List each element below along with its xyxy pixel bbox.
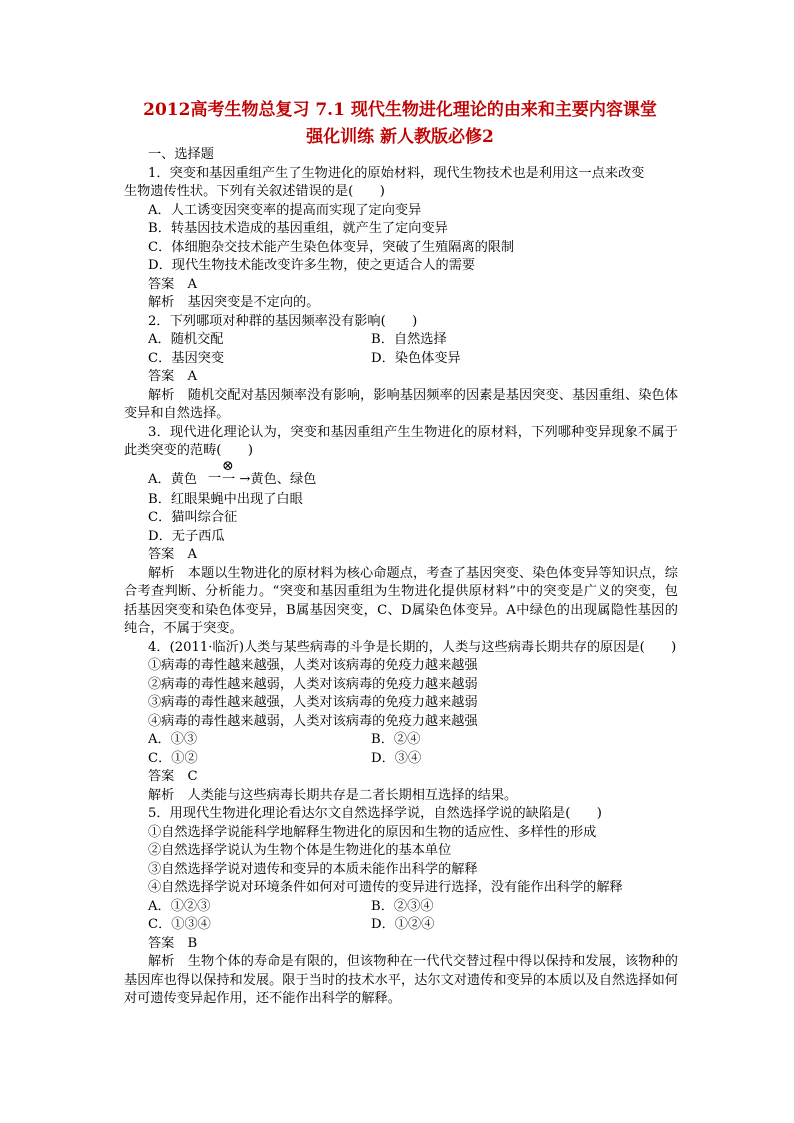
q3-stem: 3．现代进化理论认为，突变和基因重组产生生物进化的原材料，下列哪种变异现象不属于此类突变的范畴( ) xyxy=(124,424,678,458)
q4-statement-3: ③病毒的毒性越来越强，人类对该病毒的免疫力越来越弱 xyxy=(148,695,478,710)
q2-options-row-2 xyxy=(124,350,678,369)
q5-options-row-2 xyxy=(124,916,678,935)
q1-option-b: B．转基因技术造成的基因重组，就产生了定向变异 xyxy=(148,221,448,236)
q2-option-d: D．染色体变异 xyxy=(371,350,461,366)
q5-option-a: A．①②③ xyxy=(148,898,211,914)
document-body xyxy=(124,146,678,1009)
document-title xyxy=(100,97,700,151)
q1-option-a: A．人工诱变因突变率的提高而实现了定向变异 xyxy=(148,202,422,218)
q4-answer: 答案 C xyxy=(148,769,198,784)
q1-analysis: 解析 基因突变是不定向的。 xyxy=(148,295,320,310)
q2-option-c: C．基因突变 xyxy=(148,350,225,366)
title-line-1: 2012高考生物总复习 7.1 现代生物进化理论的由来和主要内容课堂 xyxy=(143,100,657,120)
q4-analysis: 解析 人类能与这些病毒长期共存是二者长期相互选择的结果。 xyxy=(148,787,518,803)
q5-option-b: B．②③④ xyxy=(371,898,434,914)
q4-statement-4: ④病毒的毒性越来越弱，人类对该病毒的免疫力越来越强 xyxy=(148,713,478,729)
q1-answer: 答案 A xyxy=(148,276,198,292)
q2-analysis: 解析 随机交配对基因频率没有影响，影响基因频率的因素是基因突变、基因重组、染色体变异和自然选择。 xyxy=(124,387,678,421)
q4-option-b: B．②④ xyxy=(371,732,421,747)
q3-option-a-label: A．黄色 xyxy=(148,471,198,487)
q5-statement-4: ④自然选择学说对环境条件如何对可遗传的变异进行选择，没有能作出科学的解释 xyxy=(148,880,623,895)
section-heading: 一、选择题 xyxy=(148,147,214,162)
q3-option-a xyxy=(124,457,678,491)
q1-option-c: C．体细胞杂交技术能产生染色体变异，突破了生殖隔离的限制 xyxy=(148,239,515,255)
q2-option-a: A．随机交配 xyxy=(148,332,224,347)
q2-options-row-1 xyxy=(124,331,678,350)
q2-stem: 2．下列哪项对种群的基因频率没有影响( ) xyxy=(148,313,418,329)
selfing-cross-icon: ⊗ xyxy=(222,457,234,474)
q5-statement-1: ①自然选择学说能科学地解释生物进化的原因和生物的适应性、多样性的形成 xyxy=(148,824,597,840)
q3-option-d: D．无子西瓜 xyxy=(148,528,225,544)
title-line-2: 强化训练 新人教版必修2 xyxy=(306,127,494,147)
q3-option-a-result: 一 →黄色、绿色 xyxy=(222,471,317,487)
q3-analysis: 解析 本题以生物进化的原材料为核心命题点，考查了基因突变、染色体变异等知识点，综合考查判断、分析能力。“突变和基因重组为生物进化提供原材料”中的突变是广义的突变，包括基因突变和染色体变异，B属基因突变，C、D属染色体变异。A中绿色的出现属隐性基因的纯合，不属于突变。 xyxy=(124,565,678,636)
q1-stem-line-1: 1．突变和基因重组产生了生物进化的原始材料，现代生物技术也是利用这一点来改变 xyxy=(148,165,645,181)
q4-statement-2: ②病毒的毒性越来越弱，人类对该病毒的免疫力越来越弱 xyxy=(148,676,478,692)
q4-option-a: A．①③ xyxy=(148,732,198,747)
q4-option-c: C．①② xyxy=(148,750,198,766)
q4-options-row-2 xyxy=(124,750,678,769)
q1-stem-line-2: 生物遗传性状。下列有关叙述错误的是( ) xyxy=(124,184,385,199)
q3-option-a-dash: 一 xyxy=(208,470,222,486)
q5-analysis: 解析 生物个体的寿命是有限的，但该物种在一代代交替过程中得以保持和发展，该物种的基因库也得以保持和发展。限于当时的技术水平，达尔文对遗传和变异的本质以及自然选择如何对可遗传变异起作用，还不能作出科学的解释。 xyxy=(124,954,678,1006)
q2-answer: 答案 A xyxy=(148,369,198,384)
q4-statement-1: ①病毒的毒性越来越强，人类对该病毒的免疫力越来越强 xyxy=(148,658,478,673)
q5-options-row-1 xyxy=(124,898,678,917)
q5-statement-2: ②自然选择学说认为生物个体是生物进化的基本单位 xyxy=(148,843,452,858)
q4-option-d: D．③④ xyxy=(371,750,422,766)
q3-answer: 答案 A xyxy=(148,547,198,562)
q2-option-b: B．自然选择 xyxy=(371,332,447,347)
q3-option-b: B．红眼果蝇中出现了白眼 xyxy=(148,491,303,507)
q3-option-c: C．猫叫综合征 xyxy=(148,510,238,525)
q5-stem: 5．用现代生物进化理论看达尔文自然选择学说，自然选择学说的缺陷是( ) xyxy=(148,806,602,821)
q1-option-d: D．现代生物技术能改变许多生物，使之更适合人的需要 xyxy=(148,258,476,273)
q4-stem: 4．(2011·临沂)人类与某些病毒的斗争是长期的，人类与这些病毒长期共存的原因是( ) xyxy=(148,639,677,655)
q5-answer: 答案 B xyxy=(148,935,198,951)
q5-option-d: D．①②④ xyxy=(371,917,435,932)
q5-statement-3: ③自然选择学说对遗传和变异的本质未能作出科学的解释 xyxy=(148,861,478,877)
q4-options-row-1 xyxy=(124,731,678,750)
q5-option-c: C．①③④ xyxy=(148,917,211,932)
